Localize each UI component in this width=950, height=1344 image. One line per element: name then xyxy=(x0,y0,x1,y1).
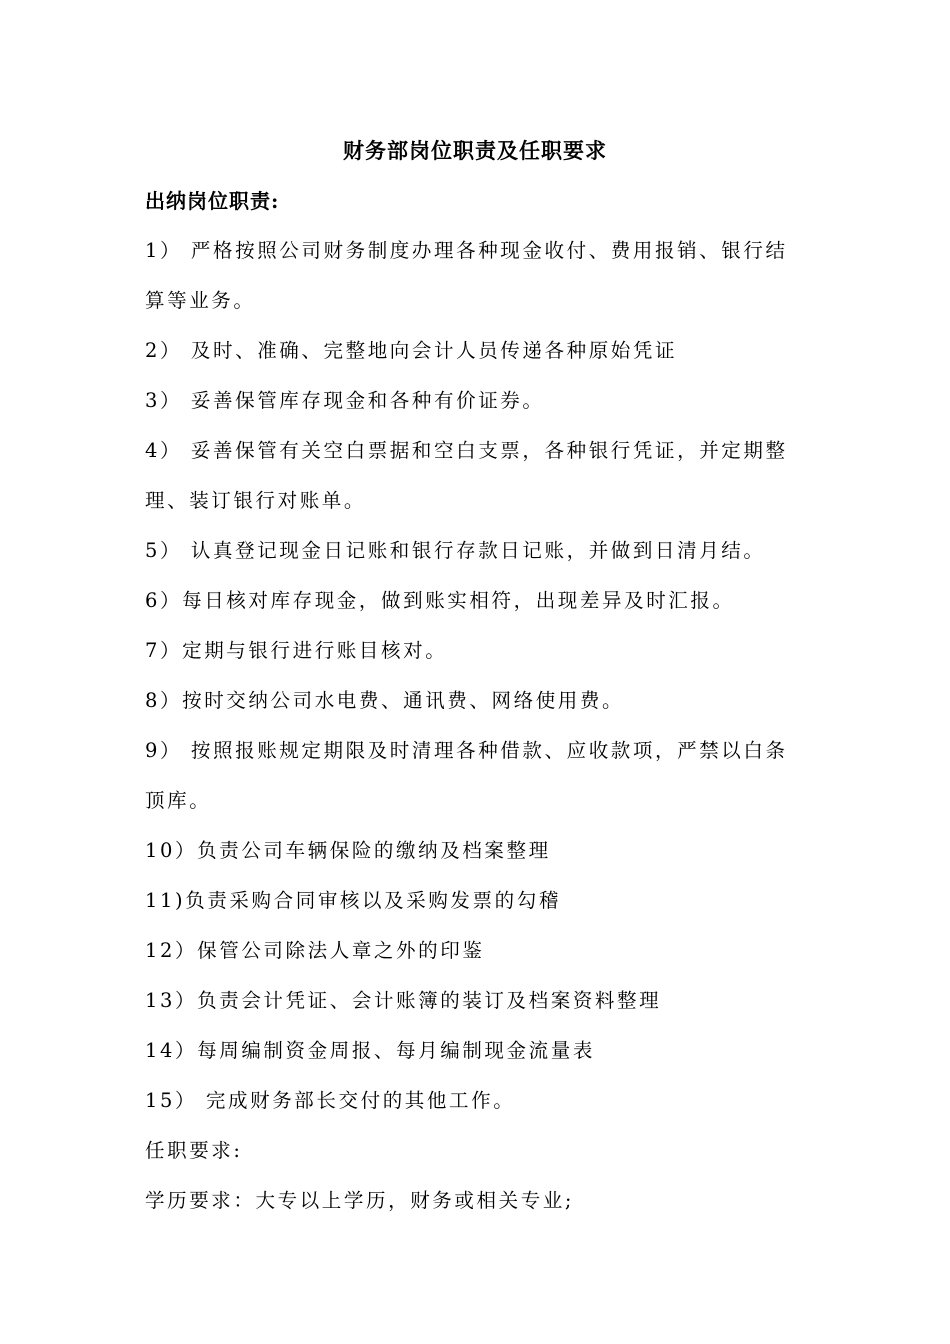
education-requirement: 学历要求：大专以上学历，财务或相关专业; xyxy=(145,1189,575,1212)
duty-line-7: 7）定期与银行进行账目核对。 xyxy=(145,639,448,662)
duty-line-15: 15） 完成财务部长交付的其他工作。 xyxy=(145,1089,516,1112)
duty-line-2: 2） 及时、准确、完整地向会计人员传递各种原始凭证 xyxy=(145,339,678,362)
duty-line-4: 4） 妥善保管有关空白票据和空白支票，各种银行凭证，并定期整 xyxy=(145,439,788,462)
duty-line-1-continued: 算等业务。 xyxy=(145,289,256,312)
requirements-heading: 任职要求: xyxy=(145,1139,243,1162)
duty-line-1: 1） 严格按照公司财务制度办理各种现金收付、费用报销、银行结 xyxy=(145,239,788,262)
duty-line-5: 5） 认真登记现金日记账和银行存款日记账，并做到日清月结。 xyxy=(145,539,766,562)
duty-line-9-continued: 顶库。 xyxy=(145,789,212,812)
document-title: 财务部岗位职责及任职要求 xyxy=(343,138,607,163)
duty-line-3: 3） 妥善保管库存现金和各种有价证券。 xyxy=(145,389,545,412)
duty-line-4-continued: 理、装订银行对账单。 xyxy=(145,489,367,512)
section-heading-cashier-duties: 出纳岗位职责: xyxy=(145,189,280,213)
duty-line-8: 8）按时交纳公司水电费、通讯费、网络使用费。 xyxy=(145,689,625,712)
duty-line-11: 11)负责采购合同审核以及采购发票的勾稽 xyxy=(145,889,561,912)
duty-line-9: 9） 按照报账规定期限及时清理各种借款、应收款项，严禁以白条 xyxy=(145,739,788,762)
duty-line-14: 14）每周编制资金周报、每月编制现金流量表 xyxy=(145,1039,595,1062)
duty-line-6: 6）每日核对库存现金，做到账实相符，出现差异及时汇报。 xyxy=(145,589,735,612)
duty-line-12: 12）保管公司除法人章之外的印鉴 xyxy=(145,939,485,962)
duty-line-10: 10）负责公司车辆保险的缴纳及档案整理 xyxy=(145,839,551,862)
duty-line-13: 13）负责会计凭证、会计账簿的装订及档案资料整理 xyxy=(145,989,662,1012)
